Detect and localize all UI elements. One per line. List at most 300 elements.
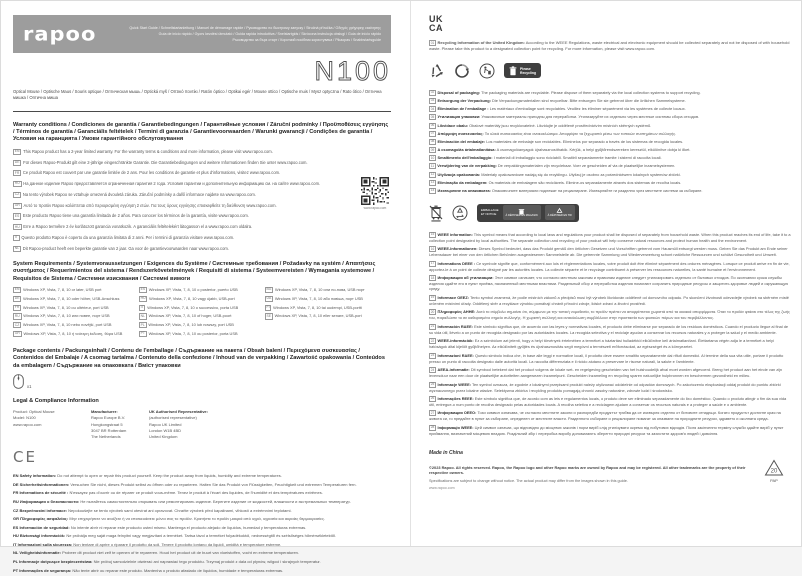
warranty-item <box>13 149 347 155</box>
note-text: This symbol means that according to local laws and regulations your product shall be disposed of separately from household waste. When this product reaches its end of life, take it to a collection point designated by local authorities. The separate collection and recycling of your product will help conserve natural resources and protect human health and the environment. <box>429 232 791 243</box>
copyright-line: Specifications are subject to change without notice. The actual product may differ from the images shown in this guide. <box>429 478 628 483</box>
weee-note <box>429 410 791 421</box>
item-number: 03 <box>430 98 435 103</box>
note-text: A csomagolóanyagok újrahasznosíthatók. Kérjük, a helyi gyűjtőrendszereken keresztül, elkülönítve dobja ki őket. <box>496 147 691 153</box>
safety-lead: PL Informacje dotyczące bezpieczeństwa: <box>13 558 93 564</box>
language-code: FR <box>14 305 20 310</box>
legal-line: Rapoo UK Limited <box>149 421 182 427</box>
item-number: 07 <box>430 131 435 136</box>
safety-note <box>13 542 391 547</box>
note-text: Questo simbolo indica che, in base alle leggi e normative locali, il prodotto deve essere smaltito separatamente dai rifiuti domestici. Al termine della sua vita utile, portare il prodotto presso un punto di raccolta designato dalle autorità locali. La raccolta differenziata e il riciclo aiutano a preservare le risorse naturali, la salute e l'ambiente. <box>429 352 784 364</box>
page-right <box>429 15 791 490</box>
note-text: Die Verpackungsmaterialien sind recycelbar. Bitte entsorgen Sie sie getrennt über die örtlichen Sammelsysteme. <box>492 98 686 104</box>
item-number: 12 <box>430 172 435 177</box>
ukca-bottom: CA <box>429 23 443 34</box>
paper-recycling-mark <box>763 459 785 483</box>
weee-note <box>429 367 791 378</box>
requirement-item <box>139 331 265 337</box>
requirement-text: Windows XP, Vista, 7, 8, 10 o successivo, porta USB <box>147 304 239 310</box>
warranty-item <box>13 160 347 166</box>
item-number: 15 <box>430 232 435 237</box>
sorting-line: EMBALLAGE <box>481 208 499 213</box>
warranty-text: Na tento výrobek Rapoo se vztahuje omezená dvouletá záruka. Záruční podmínky a další informace najdete na www.rapoo.com. <box>22 192 256 198</box>
mouse-icon <box>13 374 24 389</box>
note-text: Dieses Symbol bedeutet, dass das Produkt gemäß den örtlichen Gesetzen und Vorschriften getrennt vom Hausmüll entsorgt werden muss. Geben Sie das Produkt am Ende seiner Lebensdauer bei einer von den örtlichen Behörden ausgewiesenen Sammelstelle ab. Die getrennte Sammlung und Wiederverwertung schont natürliche Ressourcen und schützt Gesundheit und Umwelt. <box>429 246 788 258</box>
language-code: SE <box>266 313 272 318</box>
item-number: 10 <box>430 155 435 160</box>
packaging-note <box>429 114 791 120</box>
language-code: GR <box>14 331 20 336</box>
language-code: HU <box>140 296 146 301</box>
safety-text: N'essayez pas d'ouvrir ou de réparer ce produit vous-même. Tenez le produit à l'écart des liquides, de l'humidité et des températures extrêmes. <box>69 490 323 496</box>
weee-note <box>429 382 791 393</box>
warranty-heading: Warranty conditions / Condiciones de garantía / Garantiebedingungen / Гарантийные условия / Záruční podmínky / Προϋποθέσεις εγγύησης / Términos de garantía / Garanciális feltételek / Termini di garanzia / Garantievoorwaarden / Warunki gwarancji / Condições de garantia / Условия на гаранцията / Умови гарантійного обслуговування <box>13 121 389 143</box>
legal-line: www.rapoo.com <box>13 421 42 427</box>
requirement-item <box>265 305 391 311</box>
safety-note <box>13 568 391 573</box>
qr-code-icon <box>361 177 389 205</box>
note-text: Упаковочные материалы пригодны для переработки. Утилизируйте их отдельно через местные системы сбора отходов. <box>481 114 700 120</box>
requirement-item <box>139 313 265 319</box>
note-lead: WEEE information: <box>437 232 473 237</box>
requirement-text: Windows XP, Vista, 7, 8, 10 ou ultérieur, port USB <box>22 304 109 310</box>
note-text: Obalové materiály jsou recyklovatelné. Likvidujte je odděleně prostřednictvím místních sběrných systémů. <box>469 122 652 128</box>
legal-line: United Kingdom <box>149 434 178 439</box>
note-lead: Élimination de l'emballage : <box>437 106 489 112</box>
requirement-text: Windows XP, Vista, 7, 8, 10 или по-нова, USB порт <box>275 287 365 293</box>
page-divider <box>410 1 411 546</box>
legal-uk-rep-column <box>149 409 269 440</box>
note-text: Ez a szimbólum azt jelenti, hogy a helyi törvények értelmében a terméket a háztartási hulladéktól elkülönítve kell ártalmatlanítani. Élettartama végén adja le a terméket a helyi hatóságok által kijelölt gyűjtőhelyen. Az elkülönített gyűjtés és újrahasznosítás segít megóvni a természeti erőforrásokat, az egészséget és a környezetet. <box>429 338 774 350</box>
language-code: IT <box>14 235 18 240</box>
safety-lead: ES Información de seguridad: <box>13 524 70 530</box>
warranty-text: Dit Rapoo-product heeft een beperkte garantie van 2 jaar. Ga voor de garantievoorwaarden naar www.rapoo.com. <box>22 245 229 251</box>
legal-product-column <box>13 409 91 440</box>
requirement-text: Windows XP, Vista, 7, 8, 10 of hoger, USB-poort <box>148 313 232 319</box>
green-dot-icon <box>454 63 470 79</box>
requirement-item <box>265 287 391 293</box>
note-text: Ten symbol oznacza, że zgodnie z lokalnymi przepisami produkt należy utylizować oddzielnie od odpadów domowych. Po zakończeniu eksploatacji oddaj produkt do punktu zbiórki wyznaczonego przez lokalne władze. Selektywna zbiórka i recykling produktu pomagają chronić zasoby naturalne, zdrowie ludzi i środowisko. <box>429 381 781 393</box>
language-code: ES <box>140 287 146 292</box>
note-lead: Informações REEE: <box>437 396 474 402</box>
warranty-text: Für dieses Rapoo-Produkt gilt eine 2-jährige eingeschränkte Garantie. Die Garantiebedingungen und weitere Informationen finden Sie unter www.rapoo.com. <box>23 159 308 165</box>
note-lead: Απόρριψη συσκευασίας: <box>437 130 484 136</box>
uk-recycling-paragraph <box>429 40 791 52</box>
note-lead: Eliminação da embalagem: <box>437 179 488 185</box>
note-text: The packaging materials are recyclable. Please dispose of them separately via the local collection systems to support recycling. <box>481 89 701 95</box>
requirement-item <box>265 313 391 319</box>
note-text: Materiały opakowaniowe nadają się do recyklingu. Utylizuj je osobno za pośrednictwem lokalnych systemów zbiórki. <box>481 171 681 177</box>
package-contents-item <box>13 374 391 389</box>
badge-label <box>520 67 536 75</box>
safety-note <box>13 525 391 530</box>
recycling-icons-row-1 <box>429 60 791 82</box>
note-lead: WEEE-információk: <box>437 338 474 344</box>
note-lead: Información RAEE: <box>437 323 473 329</box>
safety-lead: EN Safety information: <box>13 473 57 479</box>
note-text: Τα υλικά συσκευασίας είναι ανακυκλώσιμα. Απορρίψτε τα ξεχωριστά μέσω των τοπικών συστημάτων συλλογής. <box>484 130 677 136</box>
product-subtitle: Optical Mouse / Optische Maus / Souris optique / Оптическая мышь / Optická myš / Οπτικό ποντίκι / Ratón óptico / Optikai egér / Mouse ottico / Optische muis / Mysz optyczna / Rato ótico / Оптична мишка / Оптична миша <box>13 89 382 101</box>
safety-text: No intente abrir ni reparar este producto usted mismo. Mantenga el producto alejado de líquidos, humedad y temperaturas extremas. <box>70 524 307 530</box>
safety-text: Do not attempt to open or repair this product yourself. Keep the product away from liquids, humidity and extreme temperatures. <box>57 473 282 479</box>
system-requirements-columns <box>13 287 391 340</box>
packaging-note <box>429 163 791 169</box>
item-number: 08 <box>430 139 435 144</box>
weee-note <box>429 295 791 306</box>
warranty-item <box>13 203 347 209</box>
item-number: 23 <box>430 353 435 358</box>
packaging-note <box>429 188 791 194</box>
requirement-text: Windows XP, Vista, 7, 8, 10 eller senare, USB-port <box>274 313 362 319</box>
badge-line: Please <box>520 66 531 71</box>
weee-note <box>429 425 791 436</box>
page-left <box>13 15 391 576</box>
product-model: N100 <box>314 56 391 86</box>
legal-line: London W1B 4BD <box>149 427 182 433</box>
warranty-item <box>13 246 347 252</box>
note-text: Цей символ означає, що відповідно до місцевих законів і норм виріб слід утилізувати окремо від побутових відходів. Після закінчення терміну служби здайте виріб у пункт приймання, визначений місцевою владою. Роздільний збір і переробка виробу допомагають зберегти природні ресурси та захистити здоров'я людей і довкілля. <box>429 424 784 436</box>
safety-text: Nepokoušejte se tento výrobek sami otevírat ani opravovat. Chraňte výrobek před kapalinami, vlhkostí a extrémními teplotami. <box>68 507 292 513</box>
safety-note <box>13 533 391 538</box>
recycling-text: According to the WEEE Regulations, waste electrical and electronic equipment should be collected separately and not be disposed of with household waste. Please take this product to a designated collection point for recycling. For more information, please visit www.rapoo.com. <box>429 40 790 52</box>
requirement-text: Windows XP, Vista, 7, 8, 10 lub nowszy, port USB <box>148 322 234 328</box>
note-lead: Информация ОЕЕО: <box>437 410 477 416</box>
qr-code-block <box>359 177 391 210</box>
packaging-note <box>429 123 791 129</box>
guide-line: Quick Start Guide / Schnellstartanleitung / Manuel de démarrage rapide / Руководство по быстрому запуску / Stručná příručka / Οδηγός γρήγορης εκκίνησης <box>129 25 381 30</box>
sorting-line: ET NOTICE <box>481 211 497 216</box>
weee-crossed-bin-icon <box>429 204 443 222</box>
legal-manufacturer-column <box>91 409 149 440</box>
language-code: PT <box>140 331 145 336</box>
item-number: 28 <box>430 425 435 430</box>
safety-lead: RU Информация о безопасности: <box>13 498 80 504</box>
legal-line: (authorised representative) <box>149 415 197 421</box>
safety-text: Nie próbuj samodzielnie otwierać ani naprawiać tego produktu. Trzymaj produkt z dala od płynów, wilgoci i skrajnych temperatur. <box>93 558 321 564</box>
weee-note <box>429 246 791 257</box>
note-text: De verpakkingsmaterialen zijn recyclebaar. Voer ze gescheiden af via de plaatselijke inzamelsystemen. <box>497 163 676 169</box>
note-text: Este símbolo significa que, de acuerdo con las leyes y normativas locales, el producto debe eliminarse por separado de los residuos domésticos. Cuando el producto llegue al final de su vida útil, llévelo a un punto de recogida designado por las autoridades locales. La recogida selectiva y el reciclaje ayudan a conservar los recursos naturales y a proteger la salud y el medio ambiente. <box>429 323 789 335</box>
note-text: Этот символ означает, что согласно местным законам и правилам изделие следует утилизировать отдельно от бытовых отходов. По окончании срока службы изделия сдайте его в пункт приёма, назначенный местными властями. Раздельный сбор и переработка изделия помогают сохранить природные ресурсы и защитить здоровье людей и окружающую среду. <box>429 275 789 292</box>
warranty-text: Este producto Rapoo tiene una garantía limitada de 2 años. Para conocer los términos de la garantía, visite www.rapoo.com. <box>22 213 249 219</box>
item-number: 14 <box>430 188 435 193</box>
sorting-cell-label: À DÉPOSER EN TRI <box>547 214 572 218</box>
note-lead: Изхвърляне на опаковката: <box>437 188 491 194</box>
note-text: Os materiais de embalagem são recicláveis. Elimine-os separadamente através dos sistemas de recolha locais. <box>488 179 682 185</box>
language-code: NL <box>140 313 145 318</box>
packaging-note <box>429 155 791 161</box>
language-code: HU <box>14 224 20 229</box>
weee-note <box>429 232 791 243</box>
safety-note <box>13 550 391 555</box>
note-lead: AEEA-informatie: <box>437 367 470 373</box>
requirement-text: Windows XP, Vista, 7, 8, 10 або новіша, порт USB <box>274 295 363 301</box>
language-code: FI <box>266 305 270 310</box>
guide-line: Guía de inicio rápido / Gyors kezdési útmutató / Guida rapida introduttiva / Snelstartgids / Skrócona instrukcja obsługi / Guia de início rápido <box>158 31 381 36</box>
package-quantity: x1 <box>27 383 32 389</box>
safety-lead: NL Veiligheidsinformatie: <box>13 550 61 556</box>
note-lead: Informace OEEZ: <box>437 294 470 300</box>
packaging-note <box>429 180 791 186</box>
package-contents-heading: Package contents / Packungsinhalt / Contenu de l'emballage / Съдържание на пакета / Obsah balení / Περιεχόμενα συσκευασίας / Contenidos del Embalaje / A csomag tartalma / Contenuto della confezione / Inhoud van de verpakking / Zawartość opakowania / Conteúdos da embalagem / Съдържание на опаковката / Вміст упаковки <box>13 347 385 369</box>
legal-line: 3047 BR Rotterdam <box>91 427 127 433</box>
requirement-item <box>13 305 139 311</box>
recycling-icons-row-2 <box>429 202 791 224</box>
warranty-text: Ce produit Rapoo est couvert par une garantie limitée de 2 ans. Pour les conditions de garantie et plus d'informations, visitez www.rapoo.com. <box>22 170 281 176</box>
warranty-item <box>13 224 347 230</box>
language-code: DE <box>14 159 20 164</box>
mobius-loop-icon <box>429 63 445 79</box>
language-code: BG <box>266 287 272 292</box>
ukca-top: UK <box>429 14 443 24</box>
language-code: CZ <box>14 322 20 327</box>
qr-caption: www.rapoo.com <box>363 205 387 210</box>
note-lead: Eliminación del embalaje: <box>437 138 486 144</box>
note-lead: A csomagolás ártalmatlanítása: <box>437 147 496 153</box>
requirement-item <box>13 322 139 328</box>
note-text: Ce symbole signifie que, conformément aux lois et réglementations locales, votre produit doit être éliminé séparément des ordures ménagères. Lorsque ce produit arrive en fin de vie, apportez-le à un point de collecte désigné par les autorités locales. La collecte séparée et le recyclage contribuent à préserver les ressources naturelles, la santé humaine et l'environnement. <box>429 260 790 272</box>
warranty-item <box>13 170 347 176</box>
tidyman-icon <box>479 63 495 79</box>
language-code: IT <box>140 305 144 310</box>
note-lead: Informacje WEEE: <box>437 381 472 387</box>
packaging-note <box>429 131 791 137</box>
safety-note <box>13 516 391 521</box>
legal-line: Product: Optical Mouse <box>13 409 55 415</box>
sorting-cell-recycle <box>545 205 575 220</box>
safety-note <box>13 473 391 478</box>
safety-text: Μην επιχειρήσετε να ανοίξετε ή να επισκευάσετε μόνοι σας το προϊόν. Κρατήστε το προϊόν μακριά από υγρά, υγρασία και ακραίες θερμοκρασίες. <box>69 516 325 522</box>
item-number: 17 <box>430 261 435 266</box>
made-in-china-label: Made in China <box>429 450 463 456</box>
safety-text: Probeer dit product niet zelf te openen of te repareren. Houd het product uit de buurt van vloeistoffen, vocht en extreme temperaturen. <box>62 550 300 556</box>
item-number: 16 <box>430 246 435 251</box>
language-code: PL <box>140 322 145 327</box>
safety-lead: GR Πληροφορίες ασφαλείας: <box>13 516 69 522</box>
language-code: NL <box>14 246 20 251</box>
requirement-item <box>265 296 391 302</box>
packaging-note <box>429 147 791 153</box>
manufacturer-label: Manufacturer: <box>91 409 118 415</box>
note-text: Dit symbool betekent dat het product volgens de lokale wet- en regelgeving gescheiden van het huishoudelijk afval moet worden afgevoerd. Breng het product aan het einde van zijn levensduur naar een door de plaatselijke autoriteiten aangewezen inzamelpunt. Gescheiden inzameling en recycling sparen natuurlijke hulpbronnen en beschermen gezondheid en milieu. <box>429 367 783 379</box>
sorting-label <box>481 209 499 216</box>
requirements-column-1 <box>13 287 139 340</box>
note-lead: Πληροφορίες ΑΗΗΕ: <box>437 309 476 315</box>
item-number: 05 <box>430 114 435 119</box>
note-lead: Informazioni RAEE: <box>437 352 474 358</box>
legal-heading: Legal & Compliance Information <box>13 397 99 404</box>
rapoo-logo: rapoo <box>23 22 97 46</box>
safety-lead: PT Informações de segurança: <box>13 567 72 573</box>
ce-mark-icon: CE <box>13 448 37 467</box>
brand-header <box>13 15 391 53</box>
section-rule <box>13 111 391 112</box>
safety-lead: FR Informations de sécurité : <box>13 490 69 496</box>
item-number: 13 <box>430 180 435 185</box>
warranty-text: Erre a Rapoo termékre 2 év korlátozott garancia vonatkozik. A garanciális feltételekért látogasson el a www.rapoo.com oldalra. <box>23 224 253 230</box>
language-code: RU <box>14 181 20 186</box>
requirement-item <box>139 296 265 302</box>
legal-line: The Netherlands <box>91 434 121 439</box>
note-lead: Likvidace obalu: <box>437 122 469 128</box>
badge-line: Recycling <box>520 70 537 75</box>
sorting-cell-label: À DÉPOSER EN MAGASIN <box>505 214 538 218</box>
packaging-notes-list <box>429 90 791 194</box>
item-number: 24 <box>430 367 435 372</box>
requirement-text: Windows XP, Vista, 7, 8, 10 tai uudempi, USB-portti <box>273 304 362 310</box>
requirement-item <box>139 305 265 311</box>
language-code: UA <box>266 296 272 301</box>
weee-note <box>429 275 791 291</box>
safety-lead: HU Biztonsági információk: <box>13 533 66 539</box>
requirements-column-2 <box>139 287 265 340</box>
legal-line: Model: N100 <box>13 415 36 421</box>
warranty-text: На данное изделие Rapoo предоставляется ограниченная гарантия 2 года. Условия гарантии и дополнительную информацию см. на сайте www.rapoo.com. <box>23 181 321 187</box>
item-number: 04 <box>430 106 435 111</box>
pap-triangle-icon <box>764 459 784 477</box>
warranty-item <box>13 213 347 219</box>
packaging-note <box>429 90 791 96</box>
language-code: ES <box>14 213 20 218</box>
requirement-text: Windows XP, Vista, 7, 8, 10 vagy újabb, USB-port <box>149 295 235 301</box>
requirement-text: Windows XP, Vista, 7, 8, 10 ή νεότερη έκδοση, θύρα USB <box>23 331 123 337</box>
requirement-text: Windows XP, Vista, 7, 8, 10 ou posterior, porta USB <box>148 331 238 337</box>
safety-lead: IT Informazioni sulla sicurezza: <box>13 541 73 547</box>
note-text: Този символ означава, че съгласно местните закони и разпоредби продуктът трябва да се изхвърля отделно от битовите отпадъци. Когато продуктът достигне края на живота си, го предайте в пункт за събиране, определен от местните власти. Разделното събиране и рециклиране помагат за опазване на природните ресурси, здравето и околната среда. <box>429 410 781 422</box>
requirement-item <box>13 313 139 319</box>
weee-notes-list <box>429 232 791 436</box>
sorting-info-badge <box>477 204 579 222</box>
note-text: Los materiales de embalaje son reciclables. Elimínelos por separado a través de los sistemas de recogida locales. <box>486 138 684 144</box>
safety-note <box>13 499 391 504</box>
weee-note <box>429 338 791 349</box>
item-number: 22 <box>430 338 435 343</box>
system-requirements-heading: System Requirements / Systemvoraussetzungen / Exigences du Système / Системные требования / Požadavky na systém / Απαιτήσεις συστήματος / Requerimientos del sistema / Rendszerkövetelmények / Requisiti di sistema / Systeemvereisten / Wymagania systemowe / Requisitos de Sistema / Системни изисквания / Системні вимоги <box>13 260 376 282</box>
requirement-text: Windows XP, Vista, 7, 8, 10 oder höher, USB-Anschluss <box>23 295 120 301</box>
item-number: 19 <box>430 295 435 300</box>
pap-label: PAP <box>770 477 778 483</box>
note-text: Les matériaux d'emballage sont recyclables. Veuillez les éliminer séparément via les systèmes de collecte locaux. <box>489 106 686 112</box>
requirement-text: Windows XP, Vista, 7, 8, 10 o posterior, puerto USB <box>148 287 238 293</box>
note-lead: Entsorgung der Verpackung: <box>437 98 491 104</box>
item-number: 25 <box>430 381 435 386</box>
note-lead: Disposal of packaging: <box>437 89 481 95</box>
item-number: 18 <box>430 275 435 280</box>
note-text: Tento symbol znamená, že podle místních zákonů a předpisů musí být výrobek likvidován odděleně od domovního odpadu. Po skončení životnosti odevzdejte výrobek na sběrném místě určeném místními úřady. Oddělený sběr a recyklace výrobku pomáhají chránit přírodní zdroje, lidské zdraví a životní prostředí. <box>429 294 789 306</box>
note-lead: Informations DEEE : <box>437 260 476 266</box>
copyright-line: ©2023 Rapoo. All rights reserved. Rapoo, the Rapoo logo and other Rapoo marks are owned by Rapoo and may be registered. All other trademarks are the property of their respective owners. <box>429 465 746 476</box>
warranty-item <box>13 192 347 198</box>
note-lead: Verwijdering van de verpakking: <box>437 163 497 169</box>
sorting-cell-store <box>503 205 541 220</box>
pap-number: 20 <box>770 468 778 475</box>
language-code: RU <box>14 313 20 318</box>
ukca-mark-icon <box>429 15 791 33</box>
language-code: CZ <box>14 192 20 197</box>
requirement-text: Windows XP, Vista, 7, 8, 10 или новее, порт USB <box>23 313 110 319</box>
safety-note <box>13 508 391 513</box>
quick-start-guide-titles <box>96 25 381 44</box>
requirement-text: Windows XP, Vista, 7, 8, 10 or later, USB port <box>23 287 102 293</box>
copyright-block <box>429 465 791 490</box>
safety-note <box>13 559 391 564</box>
requirements-column-3 <box>265 287 391 340</box>
item-number: 26 <box>430 396 435 401</box>
packaging-note <box>429 98 791 104</box>
packaging-note <box>429 139 791 145</box>
language-code: DE <box>14 296 20 301</box>
safety-text: Не пытайтесь самостоятельно открывать или ремонтировать изделие. Берегите изделие от жидкостей, влажности и экстремальных температур. <box>80 498 351 504</box>
item-number: 27 <box>430 410 435 415</box>
note-text: Este símbolo significa que, de acordo com as leis e regulamentos locais, o produto deve ser eliminado separadamente do lixo doméstico. Quando o produto atingir o fim da sua vida útil, entregue-o num ponto de recolha designado pelas autoridades locais. A recolha seletiva e a reciclagem ajudam a conservar os recursos naturais e a proteger a saúde e o ambiente. <box>429 396 787 408</box>
legal-line: Hongkongstraat 5 <box>91 421 123 427</box>
note-lead: WEEE-Informationen: <box>437 246 478 252</box>
requirement-text: Windows XP, Vista, 7, 8, 10 nebo novější, port USB <box>22 322 112 328</box>
note-lead: Інформація WEEE: <box>437 424 474 430</box>
waste-bin-icon <box>509 66 517 76</box>
item-number: 21 <box>430 324 435 329</box>
item-number: 11 <box>430 163 434 168</box>
uk-rep-label: UK Authorised Representative: <box>149 409 208 415</box>
note-text: I materiali di imballaggio sono riciclabili. Smaltirli separatamente tramite i sistemi di raccolta locali. <box>493 155 662 161</box>
requirement-item <box>13 331 139 337</box>
safety-lead: CZ Bezpečnostní informace: <box>13 507 68 513</box>
weee-note <box>429 353 791 364</box>
note-lead: Утилизация упаковки: <box>437 114 481 120</box>
item-number: 02 <box>430 90 435 95</box>
safety-note <box>13 482 391 487</box>
weee-note <box>429 309 791 320</box>
note-text: Опаковъчните материали подлежат на рециклиране. Изхвърляйте ги разделно чрез местните системи за събиране. <box>491 188 703 194</box>
please-recycling-badge <box>504 63 541 78</box>
requirement-item <box>13 296 139 302</box>
requirement-item <box>139 287 265 293</box>
item-number: 01 <box>430 40 435 45</box>
item-number: 06 <box>430 123 435 127</box>
safety-notes-list <box>13 473 391 573</box>
warranty-item <box>13 235 347 241</box>
item-number: 20 <box>430 309 435 314</box>
note-lead: Информация об утилизации: <box>437 275 494 281</box>
recycling-lead: Recycling Information of the United Kingdom: <box>437 40 525 46</box>
warranty-text: Αυτό το προϊόν Rapoo καλύπτεται από περιορισμένη εγγύηση 2 ετών. Για τους όρους εγγύησης επισκεφθείτε τη διεύθυνση www.rapoo.com. <box>23 202 277 208</box>
legal-line: Rapoo Europe B.V. <box>91 415 126 421</box>
warranty-text: Questo prodotto Rapoo è coperto da una garanzia limitata di 2 anni. Per i termini di garanzia visitare www.rapoo.com. <box>21 235 235 241</box>
packaging-note <box>429 172 791 178</box>
safety-note <box>13 490 391 495</box>
weee-note <box>429 324 791 335</box>
safety-lead: DE Sicherheitsinformationen: <box>13 481 70 487</box>
note-lead: Smaltimento dell'imballaggio: <box>437 155 493 161</box>
guide-line: Ръководство за бърз старт / Короткий посібник користувача / Pikaopas / Snabbstartsguide <box>232 38 381 43</box>
website-link: www.rapoo.com <box>429 485 455 490</box>
warranty-list <box>13 149 391 252</box>
item-number: 09 <box>430 147 435 152</box>
language-code: GR <box>14 203 20 208</box>
language-code: EN <box>14 287 20 292</box>
safety-text: Versuchen Sie nicht, dieses Produkt selbst zu öffnen oder zu reparieren. Halten Sie das Produkt von Flüssigkeiten, Feuchtigkeit und extremen Temperaturen fern. <box>70 481 357 487</box>
requirement-item <box>13 287 139 293</box>
note-text: Αυτό το σύμβολο σημαίνει ότι, σύμφωνα με την τοπική νομοθεσία, το προϊόν πρέπει να απορρίπτεται χωριστά από τα οικιακά απορρίμματα. Όταν το προϊόν φτάσει στο τέλος της ζωής του, παραδώστε το σε καθορισμένο σημείο συλλογής. Η χωριστή συλλογή και ανακύκλωση συμβάλλουν στην προστασία των φυσικών πόρων και του περιβάλλοντος. <box>429 309 790 321</box>
legal-columns <box>13 409 391 440</box>
recycle-circle-icon <box>452 205 468 221</box>
language-code: FR <box>14 170 20 175</box>
packaging-note <box>429 106 791 112</box>
safety-text: Não tente abrir ou reparar este produto. Mantenha o produto afastado de líquidos, humidade e temperaturas extremas. <box>72 567 284 573</box>
weee-note <box>429 261 791 272</box>
requirement-item <box>139 322 265 328</box>
safety-text: Non tentare di aprire o riparare il prodotto da soli. Tenere il prodotto lontano da liquidi, umidità e temperature estreme. <box>73 541 282 547</box>
